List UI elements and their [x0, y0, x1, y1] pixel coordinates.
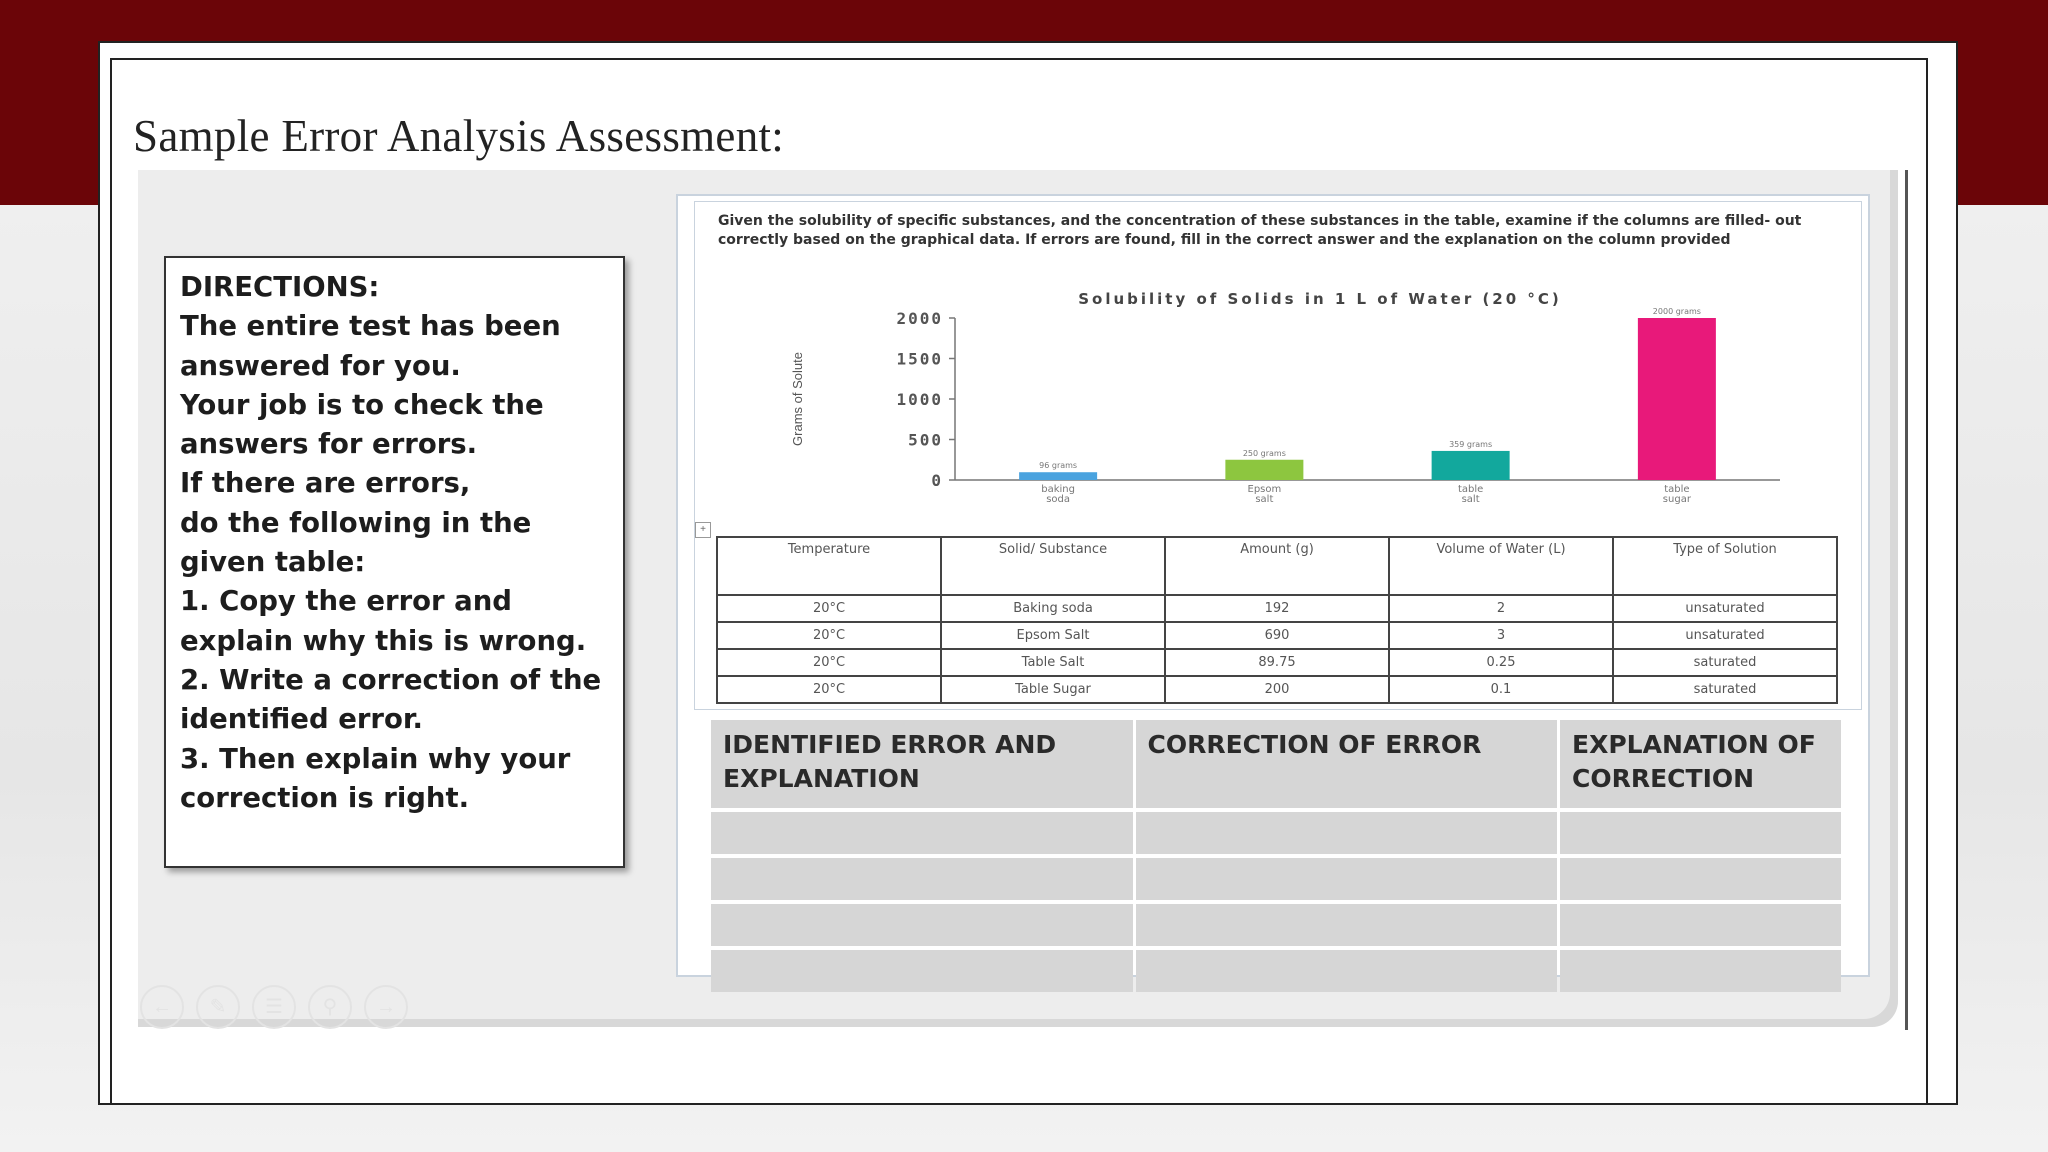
- directions-line: 1. Copy the error and: [180, 585, 512, 618]
- bar-data-label: 96 grams: [1039, 461, 1078, 471]
- table-cell: 690: [1165, 622, 1389, 649]
- chart-title: Solubility of Solids in 1 L of Water (20 °C): [1078, 290, 1562, 308]
- table-cell: 89.75: [1165, 649, 1389, 676]
- table-row: [717, 595, 1837, 622]
- table-cell: saturated: [1613, 676, 1837, 703]
- explanation-cell[interactable]: [1560, 858, 1841, 900]
- table-cell: 200: [1165, 676, 1389, 703]
- correction-cell[interactable]: [1136, 950, 1558, 992]
- directions-line: The entire test has been: [180, 310, 561, 343]
- directions-line: correction is right.: [180, 781, 470, 814]
- directions-line: do the following in the: [180, 506, 532, 539]
- directions-line: answers for errors.: [180, 428, 478, 461]
- solubility-data-table: [716, 536, 1838, 704]
- error-row: [711, 858, 1841, 900]
- error-row: [711, 904, 1841, 946]
- table-cell: 0.1: [1389, 676, 1613, 703]
- error-cell[interactable]: [711, 812, 1133, 854]
- bar: [1019, 472, 1097, 480]
- table-cell: saturated: [1613, 649, 1837, 676]
- table-anchor-icon[interactable]: +: [695, 522, 711, 538]
- error-cell[interactable]: [711, 950, 1133, 992]
- directions-line: 2. Write a correction of the: [180, 663, 602, 696]
- y-tick-label: 0: [931, 471, 943, 490]
- table-cell: 20°C: [717, 649, 941, 676]
- explanation-cell[interactable]: [1560, 812, 1841, 854]
- bar: [1432, 451, 1510, 480]
- edit-icon[interactable]: ✎: [196, 985, 240, 1029]
- bar-data-label: 250 grams: [1242, 448, 1286, 458]
- menu-icon[interactable]: ☰: [252, 985, 296, 1029]
- header-substance: Solid/ Substance: [941, 537, 1165, 595]
- bar: [1638, 318, 1716, 480]
- header-correction: CORRECTION OF ERROR: [1136, 720, 1558, 808]
- table-cell: 2: [1389, 595, 1613, 622]
- table-cell: 3: [1389, 622, 1613, 649]
- table-cell: unsaturated: [1613, 622, 1837, 649]
- slide-nav-controls: [140, 985, 408, 1029]
- x-tick-label: table: [1457, 484, 1484, 495]
- zoom-icon[interactable]: ⚲: [308, 985, 352, 1029]
- table-cell: Table Sugar: [941, 676, 1165, 703]
- error-row: [711, 812, 1841, 854]
- y-tick-label: 500: [908, 430, 943, 450]
- header-solution-type: Type of Solution: [1613, 537, 1837, 595]
- correction-cell[interactable]: [1136, 858, 1558, 900]
- y-tick-label: 2000: [896, 309, 943, 328]
- error-header-row: [711, 720, 1841, 808]
- x-tick-label: table: [1664, 484, 1690, 495]
- panel-edge: [1905, 170, 1908, 1030]
- header-amount: Amount (g): [1165, 537, 1389, 595]
- table-cell: 20°C: [717, 622, 941, 649]
- table-cell: Baking soda: [941, 595, 1165, 622]
- header-identified-error: IDENTIFIED ERROR AND EXPLANATION: [711, 720, 1133, 808]
- directions-box: [164, 256, 625, 868]
- back-icon[interactable]: ←: [140, 985, 184, 1029]
- table-cell: 192: [1165, 595, 1389, 622]
- directions-line: explain why this is wrong.: [180, 624, 587, 657]
- directions-line: answered for you.: [180, 349, 461, 382]
- table-cell: unsaturated: [1613, 595, 1837, 622]
- y-tick-label: 1500: [896, 349, 943, 369]
- table-row: [717, 622, 1837, 649]
- directions-heading: DIRECTIONS:: [180, 271, 380, 303]
- header-explanation: EXPLANATION OF CORRECTION: [1560, 720, 1841, 808]
- directions-line: Your job is to check the: [180, 388, 544, 421]
- x-tick-label: salt: [1461, 494, 1480, 505]
- table-cell: 20°C: [717, 595, 941, 622]
- explanation-cell[interactable]: [1560, 904, 1841, 946]
- x-tick-label: Epsom: [1247, 484, 1282, 495]
- directions-line: given table:: [180, 546, 366, 579]
- x-tick-label: salt: [1255, 494, 1274, 505]
- table-row: [717, 649, 1837, 676]
- table-header-row: [717, 537, 1837, 595]
- table-cell: 20°C: [717, 676, 941, 703]
- header-volume: Volume of Water (L): [1389, 537, 1613, 595]
- slide-title: Sample Error Analysis Assessment:: [133, 111, 785, 161]
- x-tick-label: baking: [1041, 484, 1075, 495]
- bar-data-label: 2000 grams: [1652, 307, 1701, 316]
- forward-icon[interactable]: →: [364, 985, 408, 1029]
- bar: [1225, 460, 1303, 480]
- error-analysis-table: [708, 716, 1844, 996]
- table-cell: 0.25: [1389, 649, 1613, 676]
- header-temperature: Temperature: [717, 537, 941, 595]
- table-cell: Table Salt: [941, 649, 1165, 676]
- directions-line: identified error.: [180, 703, 423, 736]
- bar-data-label: 359 grams: [1449, 439, 1493, 449]
- table-cell: Epsom Salt: [941, 622, 1165, 649]
- error-row: [711, 950, 1841, 992]
- correction-cell[interactable]: [1136, 904, 1558, 946]
- directions-line: If there are errors,: [180, 467, 471, 500]
- error-cell[interactable]: [711, 904, 1133, 946]
- correction-cell[interactable]: [1136, 812, 1558, 854]
- worksheet-instructions: Given the solubility of specific substances, and the concentration of these substances in the table, examine if the columns are filled- out correctly based on the graphical data. If errors are found, fill in the correct answer and the explanation on the column provided: [718, 213, 1802, 248]
- directions-line: 3. Then explain why your: [180, 742, 571, 775]
- x-tick-label: soda: [1046, 494, 1071, 505]
- table-row: [717, 676, 1837, 703]
- x-tick-label: sugar: [1662, 494, 1691, 505]
- y-axis-label: Grams of Solute: [790, 352, 805, 446]
- y-tick-label: 1000: [896, 390, 943, 409]
- solubility-bar-chart: [760, 300, 1800, 510]
- explanation-cell[interactable]: [1560, 950, 1841, 992]
- error-cell[interactable]: [711, 858, 1133, 900]
